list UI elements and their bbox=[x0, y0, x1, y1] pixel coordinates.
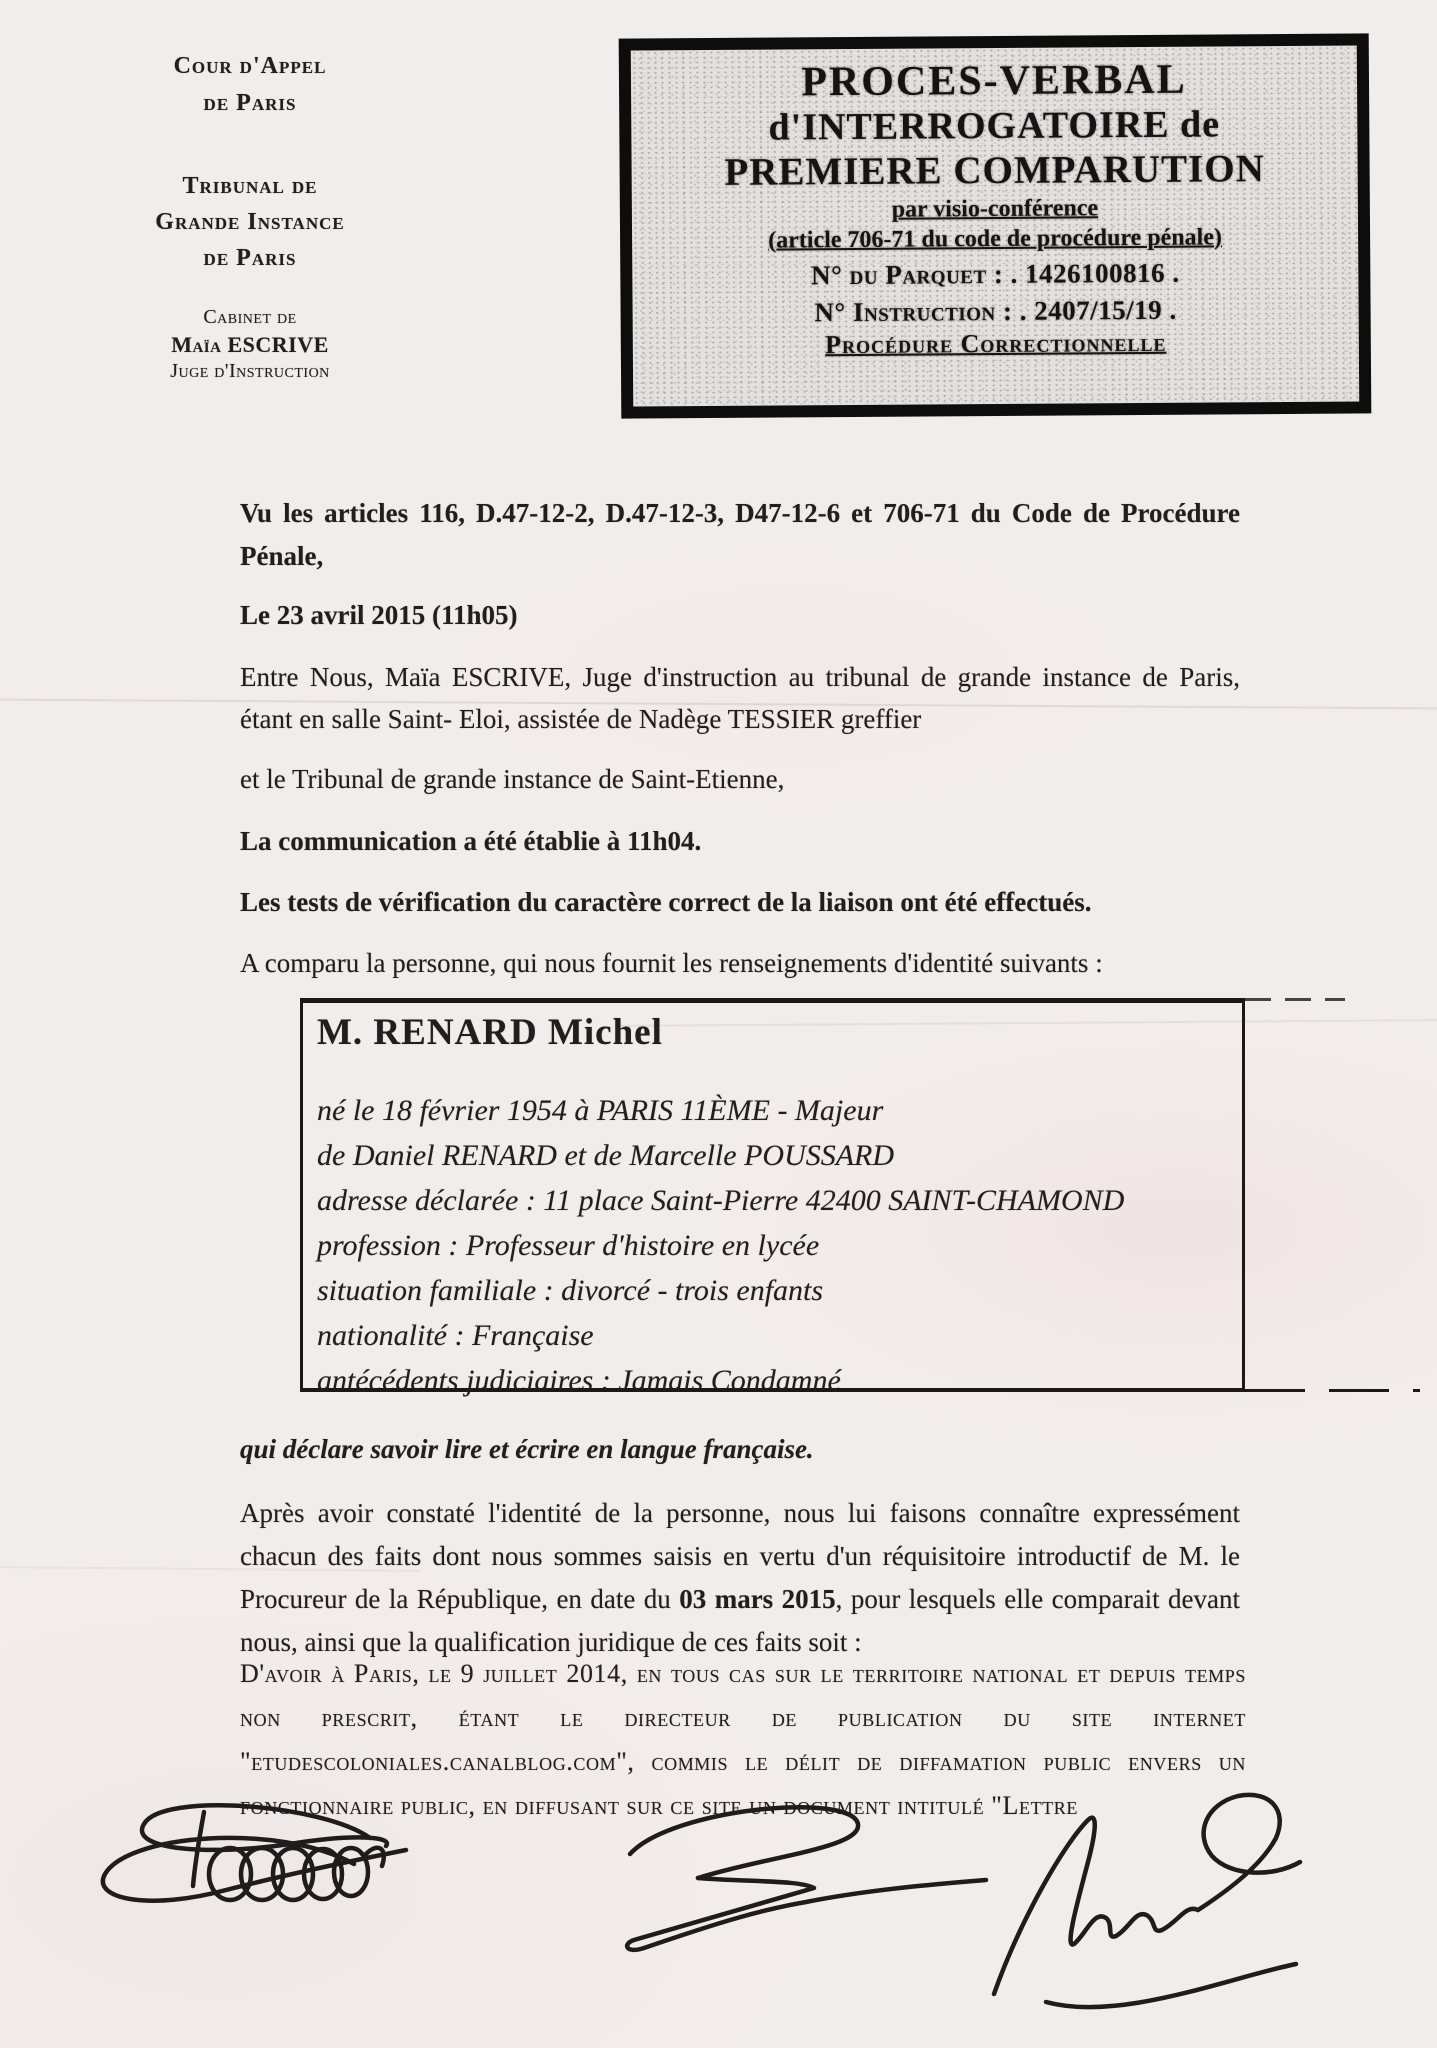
cabinet-label: Cabinet de bbox=[203, 306, 297, 328]
identity-details bbox=[317, 1088, 1228, 1403]
paragraph-apres-avoir-constate bbox=[240, 1492, 1240, 1664]
tribunal-name bbox=[85, 168, 415, 276]
identity-profession: profession : Professeur d'histoire en lycée bbox=[317, 1229, 820, 1262]
stamp-title-line-1: PROCES-VERBAL bbox=[801, 56, 1187, 106]
paragraph-communication: La communication a été établie à 11h04. bbox=[240, 826, 702, 856]
defendant-name: M. RENARD Michel bbox=[317, 1012, 663, 1053]
apres-text-1: Après avoir constaté l'identité de la personne, nous lui faisons connaître expressément chacun des faits dont nous sommes saisis en vertu d'un réquisitoire introductif de M. le Procureur de la République, en date du bbox=[240, 1498, 1240, 1614]
signature-drawing bbox=[52, 1792, 432, 1942]
cursive-name-signature bbox=[928, 1768, 1338, 2038]
paragraph-a-comparu: A comparu la personne, qui nous fournit les renseignements d'identité suivants : bbox=[240, 948, 1103, 978]
tribunal-line-1: Tribunal de bbox=[182, 173, 318, 199]
tribunal-line-2: Grande Instance bbox=[155, 209, 345, 235]
identity-parents: de Daniel RENARD et de Marcelle POUSSARD bbox=[317, 1139, 895, 1172]
signature-drawing bbox=[928, 1768, 1338, 2038]
box-edge-artifact bbox=[1245, 998, 1345, 1001]
court-line-2: de Paris bbox=[203, 90, 297, 116]
identity-address: adresse déclarée : 11 place Saint-Pierre 42400 SAINT-CHAMOND bbox=[317, 1184, 1125, 1217]
stamp-title-line-2: d'INTERROGATOIRE de bbox=[768, 103, 1221, 149]
paragraph-vu-les-articles: Vu les articles 116, D.47-12-2, D.47-12-3, D47-12-6 et 706-71 du Code de Procédure Pénale, bbox=[240, 498, 1240, 571]
paragraph-entre-nous: Entre Nous, Maïa ESCRIVE, Juge d'instruction au tribunal de grande instance de Paris, étant en salle Saint- Eloi, assistée de Nadège TESSIER greffier bbox=[240, 662, 1240, 734]
paragraph-declare-lire-ecrire: qui déclare savoir lire et écrire en langue française. bbox=[240, 1434, 814, 1464]
court-line-1: Cour d'Appel bbox=[173, 53, 327, 79]
court-name bbox=[85, 48, 415, 122]
stamp-title-line-3: PREMIERE COMPARUTION bbox=[724, 147, 1265, 194]
looped-scribble-signature bbox=[52, 1792, 432, 1942]
header-stamp-box bbox=[619, 33, 1372, 418]
tribunal-line-3: de Paris bbox=[203, 245, 297, 271]
apres-text-2: , pour lesquels elle comparait devant nous, ainsi que la qualification juridique de ces faits soit : bbox=[240, 1584, 1240, 1657]
paragraph-davoir-a-paris: D'avoir à Paris, le 9 juillet 2014, en tous cas sur le territoire national et depuis temps non prescrit, étant le directeur de publication du site internet "etudescoloniales.canalblog.com", commis le délit de diffamation public envers un fonctionnaire public, en diffusant sur ce site un document intitulé "Lettre bbox=[240, 1659, 1246, 1820]
identity-nationality: nationalité : Française bbox=[317, 1319, 594, 1352]
cabinet-block bbox=[85, 304, 415, 385]
letterhead bbox=[85, 48, 415, 385]
judge-name: Maïa ESCRIVE bbox=[171, 332, 329, 357]
stamp-visio-line: par visio-conférence bbox=[891, 195, 1099, 223]
instruction-number: N° Instruction : . 2407/15/19 . bbox=[814, 294, 1177, 328]
judge-title: Juge d'Instruction bbox=[170, 360, 330, 382]
identity-family: situation familiale : divorcé - trois enfants bbox=[317, 1274, 824, 1307]
identity-born: né le 18 février 1954 à PARIS 11ÈME - Majeur bbox=[317, 1094, 884, 1127]
stamp-article-line: (article 706-71 du code de procédure pénale) bbox=[768, 224, 1223, 254]
parquet-number: N° du Parquet : . 1426100816 . bbox=[810, 257, 1180, 291]
paragraph-tests-liaison: Les tests de vérification du caractère correct de la liaison ont été effectués. bbox=[240, 887, 1092, 917]
apres-date-bold: 03 mars 2015 bbox=[679, 1584, 836, 1614]
box-edge-artifact bbox=[1245, 1389, 1420, 1392]
paragraph-date: Le 23 avril 2015 (11h05) bbox=[240, 600, 518, 630]
paragraph-tribunal-saint-etienne: et le Tribunal de grande instance de Saint-Etienne, bbox=[240, 764, 785, 794]
procedure-label: Procédure Correctionnelle bbox=[825, 327, 1167, 360]
identity-box bbox=[300, 998, 1245, 1397]
identity-record: antécédents judiciaires : Jamais Condamné bbox=[317, 1364, 841, 1397]
